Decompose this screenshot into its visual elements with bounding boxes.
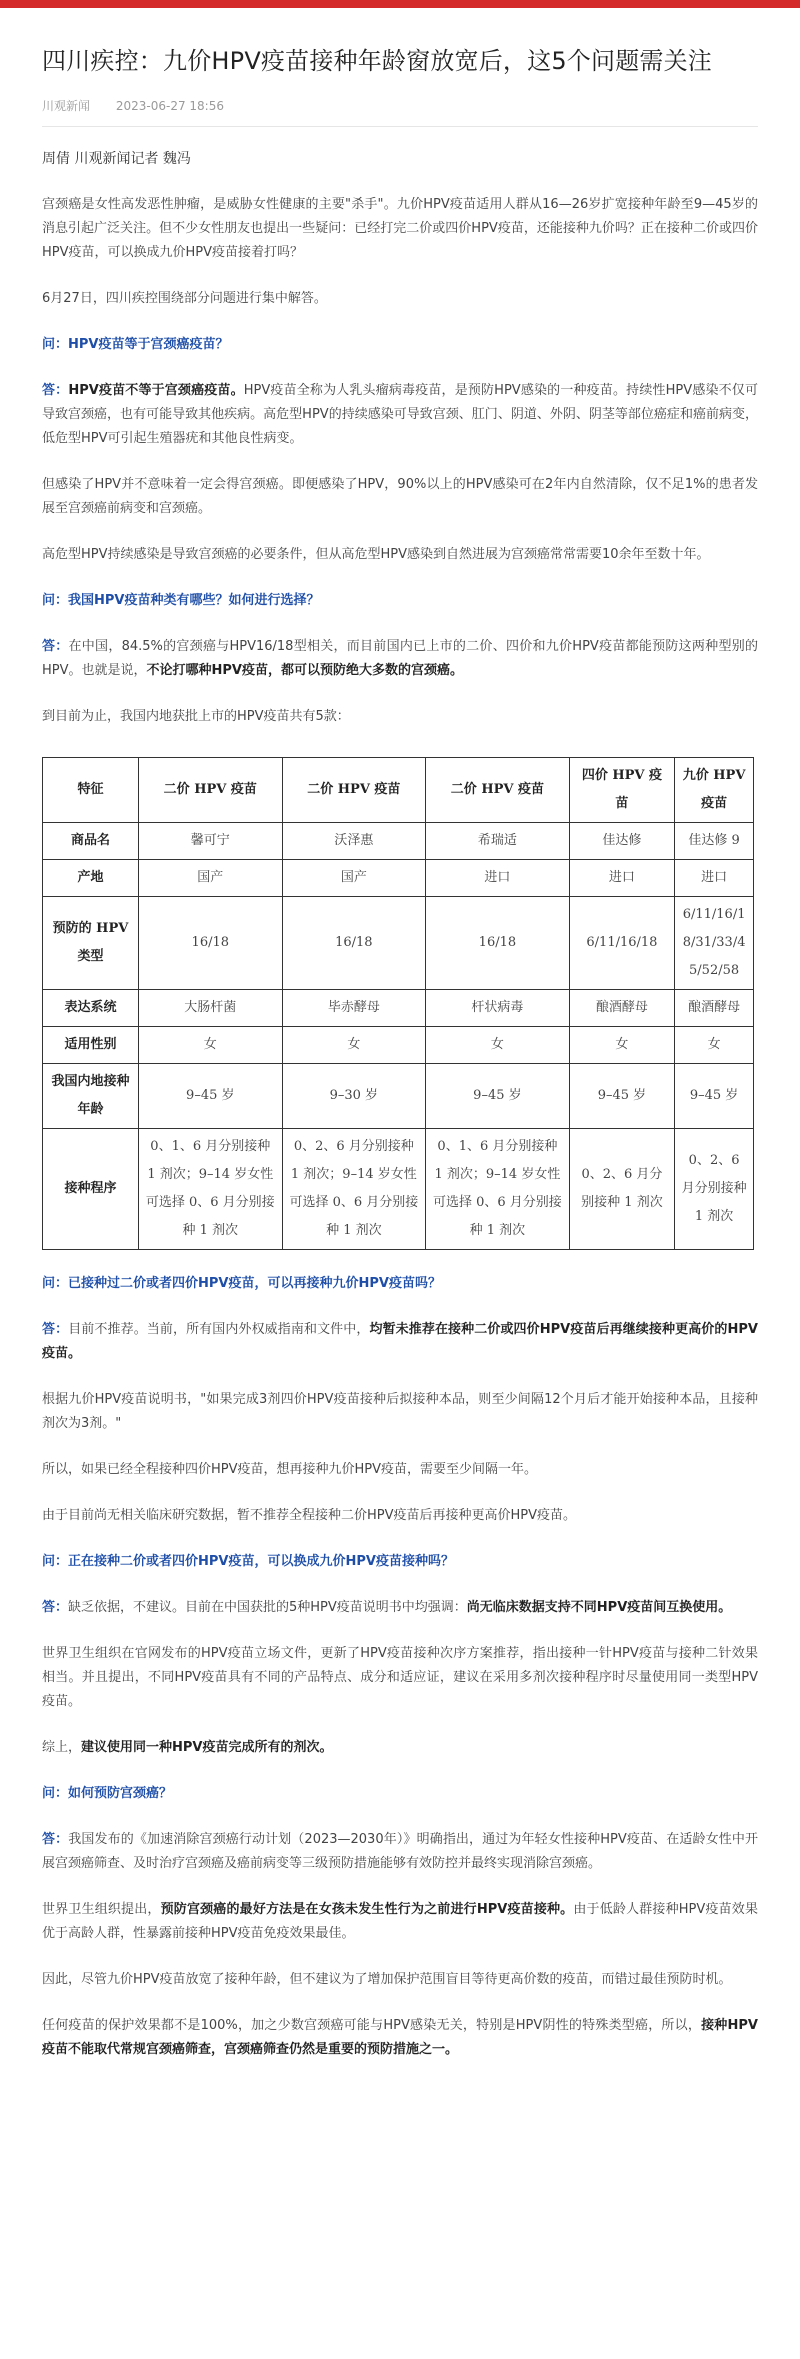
table-cell: 9–45 岁 bbox=[569, 1064, 674, 1129]
answer-2 bbox=[42, 635, 758, 683]
answer-3-paragraph-3: 所以，如果已经全程接种四价HPV疫苗，想再接种九价HPV疫苗，需要至少间隔一年。 bbox=[42, 1462, 538, 1477]
table-row bbox=[43, 1027, 754, 1064]
table-cell: 9–45 岁 bbox=[426, 1064, 570, 1129]
answer-5-text: 我国发布的《加速消除宫颈癌行动计划（2023—2030年）》明确指出，通过为年轻女性接种HPV疫苗、在适龄女性中开展宫颈癌筛查、及时治疗宫颈癌及癌前病变等三级预防措施能够有效防控并最终实现消除宫颈癌。 bbox=[42, 1832, 758, 1871]
table-cell: 酿酒酵母 bbox=[569, 990, 674, 1027]
table-row-label: 商品名 bbox=[43, 823, 139, 860]
answer-5 bbox=[42, 1828, 758, 1876]
table-cell: 大肠杆菌 bbox=[139, 990, 283, 1027]
answer-5-paragraph-4 bbox=[42, 2014, 758, 2062]
answer-3-text: 目前不推荐。当前，所有国内外权威指南和文件中， bbox=[68, 1322, 370, 1337]
table-row-label: 预防的 HPV 类型 bbox=[43, 897, 139, 990]
table-cell: 女 bbox=[139, 1027, 283, 1064]
article bbox=[0, 8, 800, 2084]
table-cell: 女 bbox=[282, 1027, 426, 1064]
answer-4-paragraph-2: 世界卫生组织在官网发布的HPV疫苗立场文件，更新了HPV疫苗接种次序方案推荐，指出接种一针HPV疫苗与接种二针效果相当。并且提出，不同HPV疫苗具有不同的产品特点、成分和适应证，建议在采用多剂次接种程序时尽量使用同一类型HPV疫苗。 bbox=[42, 1646, 758, 1709]
table-header-cell: 四价 HPV 疫苗 bbox=[569, 758, 674, 823]
table-row-label: 我国内地接种年龄 bbox=[43, 1064, 139, 1129]
table-cell: 9–45 岁 bbox=[675, 1064, 754, 1129]
article-title: 四川疾控：九价HPV疫苗接种年龄窗放宽后，这5个问题需关注 bbox=[42, 47, 713, 75]
table-cell: 国产 bbox=[282, 860, 426, 897]
table-row bbox=[43, 823, 754, 860]
article-datetime: 2023-06-27 18:56 bbox=[115, 99, 224, 113]
table-header-cell: 二价 HPV 疫苗 bbox=[426, 758, 570, 823]
answer-3 bbox=[42, 1318, 758, 1366]
answer-5-p2-pre: 世界卫生组织提出， bbox=[42, 1902, 161, 1917]
hpv-vaccine-table bbox=[42, 757, 754, 1250]
table-row-label: 表达系统 bbox=[43, 990, 139, 1027]
question-5: 问：如何预防宫颈癌？ bbox=[42, 1786, 173, 1801]
answer-4-bold: 尚无临床数据支持不同HPV疫苗间互换使用。 bbox=[466, 1600, 732, 1615]
top-accent-bar bbox=[0, 0, 800, 8]
answer-4-summary-bold: 建议使用同一种HPV疫苗完成所有的剂次。 bbox=[81, 1740, 333, 1755]
answer-4-text: 缺乏依据，不建议。目前在中国获批的5种HPV疫苗说明书中均强调： bbox=[68, 1600, 467, 1615]
answer-1-paragraph-3: 高危型HPV持续感染是导致宫颈癌的必要条件，但从高危型HPV感染到自然进展为宫颈癌常常需要10余年至数十年。 bbox=[42, 547, 710, 562]
answer-1-bold: HPV疫苗不等于宫颈癌疫苗。 bbox=[68, 383, 244, 398]
question-4: 问：正在接种二价或者四价HPV疫苗，可以换成九价HPV疫苗接种吗？ bbox=[42, 1554, 454, 1569]
table-row bbox=[43, 1129, 754, 1250]
table-cell: 6/11/16/18 bbox=[569, 897, 674, 990]
article-source[interactable]: 川观新闻 bbox=[42, 99, 91, 113]
author-line: 周倩 川观新闻记者 魏冯 bbox=[42, 151, 191, 167]
table-cell: 9–45 岁 bbox=[139, 1064, 283, 1129]
answer-5-p2-bold: 预防宫颈癌的最好方法是在女孩未发生性行为之前进行HPV疫苗接种。 bbox=[160, 1902, 574, 1917]
answer-1 bbox=[42, 379, 758, 451]
article-meta bbox=[42, 96, 758, 116]
table-row bbox=[43, 1064, 754, 1129]
table-row-label: 产地 bbox=[43, 860, 139, 897]
table-cell: 进口 bbox=[569, 860, 674, 897]
answer-label: 答： bbox=[42, 639, 69, 654]
table-cell: 0、2、6 月分别接种 1 剂次；9–14 岁女性可选择 0、6 月分别接种 1 剂次 bbox=[282, 1129, 426, 1250]
meta-divider bbox=[42, 126, 758, 127]
table-header-cell: 二价 HPV 疫苗 bbox=[139, 758, 283, 823]
answer-5-p4-pre: 任何疫苗的保护效果都不是100%，加之少数宫颈癌可能与HPV感染无关，特别是HPV阴性的特殊类型癌，所以， bbox=[42, 2018, 702, 2033]
table-cell: 毕赤酵母 bbox=[282, 990, 426, 1027]
answer-4-paragraph-3 bbox=[42, 1736, 758, 1760]
answer-label: 答： bbox=[42, 1322, 69, 1337]
answer-4 bbox=[42, 1596, 758, 1620]
answer-label: 答： bbox=[42, 383, 69, 398]
table-row bbox=[43, 990, 754, 1027]
table-cell: 0、1、6 月分别接种 1 剂次；9–14 岁女性可选择 0、6 月分别接种 1 剂次 bbox=[426, 1129, 570, 1250]
table-cell: 沃泽惠 bbox=[282, 823, 426, 860]
table-cell: 女 bbox=[569, 1027, 674, 1064]
table-cell: 16/18 bbox=[139, 897, 283, 990]
table-header-cell: 二价 HPV 疫苗 bbox=[282, 758, 426, 823]
answer-5-paragraph-3: 因此，尽管九价HPV疫苗放宽了接种年龄，但不建议为了增加保护范围盲目等待更高价数的疫苗，而错过最佳预防时机。 bbox=[42, 1972, 732, 1987]
page-end-spacer bbox=[42, 2062, 758, 2074]
answer-2-text: 在中国，84.5%的宫颈癌与HPV16/18型相关，而目前国内已上市的二价、四价和九价HPV疫苗都能预防这两种型别的HPV。也就是说， bbox=[42, 639, 758, 678]
answer-1-text: HPV疫苗全称为人乳头瘤病毒疫苗，是预防HPV感染的一种疫苗。持续性HPV感染不仅可导致宫颈癌，也有可能导致其他疾病。高危型HPV的持续感染可导致宫颈、肛门、阴道、外阴、阴茎等部位癌症和癌前病变，低危型HPV可引起生殖器疣和其他良性病变。 bbox=[42, 383, 758, 446]
answer-label: 答： bbox=[42, 1600, 69, 1615]
table-row-label: 适用性别 bbox=[43, 1027, 139, 1064]
table-cell: 9–30 岁 bbox=[282, 1064, 426, 1129]
table-row bbox=[43, 897, 754, 990]
table-cell: 馨可宁 bbox=[139, 823, 283, 860]
table-header-cell: 特征 bbox=[43, 758, 139, 823]
answer-label: 答： bbox=[42, 1832, 69, 1847]
table-cell: 16/18 bbox=[426, 897, 570, 990]
answer-5-p4-bold: 接种HPV疫苗不能取代常规宫颈癌筛查，宫颈癌筛查仍然是重要的预防措施之一。 bbox=[42, 2018, 758, 2057]
table-cell: 杆状病毒 bbox=[426, 990, 570, 1027]
table-cell: 进口 bbox=[426, 860, 570, 897]
table-row bbox=[43, 860, 754, 897]
question-3: 问：已接种过二价或者四价HPV疫苗，可以再接种九价HPV疫苗吗？ bbox=[42, 1276, 441, 1291]
question-2: 问：我国HPV疫苗种类有哪些？如何进行选择？ bbox=[42, 593, 320, 608]
question-1: 问：HPV疫苗等于宫颈癌疫苗？ bbox=[42, 337, 229, 352]
table-cell: 佳达修 bbox=[569, 823, 674, 860]
answer-1-paragraph-2: 但感染了HPV并不意味着一定会得宫颈癌。即便感染了HPV，90%以上的HPV感染可在2年内自然清除，仅不足1%的患者发展至宫颈癌前病变和宫颈癌。 bbox=[42, 477, 758, 516]
table-cell: 女 bbox=[675, 1027, 754, 1064]
answer-5-p2-rest: 由于低龄人群接种HPV疫苗效果优于高龄人群，性暴露前接种HPV疫苗免疫效果最佳。 bbox=[42, 1902, 758, 1941]
answer-5-paragraph-2 bbox=[42, 1898, 758, 1946]
table-header-row bbox=[43, 758, 754, 823]
table-cell: 0、1、6 月分别接种 1 剂次；9–14 岁女性可选择 0、6 月分别接种 1 剂次 bbox=[139, 1129, 283, 1250]
table-cell: 0、2、6 月分别接种 1 剂次 bbox=[569, 1129, 674, 1250]
table-cell: 0、2、6 月分别接种 1 剂次 bbox=[675, 1129, 754, 1250]
table-row-label: 接种程序 bbox=[43, 1129, 139, 1250]
answer-3-paragraph-4: 由于目前尚无相关临床研究数据，暂不推荐全程接种二价HPV疫苗后再接种更高价HPV疫苗。 bbox=[42, 1508, 577, 1523]
answer-4-summary-text: 综上， bbox=[42, 1740, 82, 1755]
table-cell: 6/11/16/18/31/33/45/52/58 bbox=[675, 897, 754, 990]
table-cell: 女 bbox=[426, 1027, 570, 1064]
table-cell: 国产 bbox=[139, 860, 283, 897]
table-cell: 酿酒酵母 bbox=[675, 990, 754, 1027]
table-cell: 16/18 bbox=[282, 897, 426, 990]
answer-3-bold: 均暂未推荐在接种二价或四价HPV疫苗后再继续接种更高价的HPV疫苗。 bbox=[42, 1322, 758, 1361]
answer-3-paragraph-2: 根据九价HPV疫苗说明书，"如果完成3剂四价HPV疫苗接种后拟接种本品，则至少间隔12个月后才能开始接种本品，且接种剂次为3剂。" bbox=[42, 1392, 758, 1431]
table-cell: 佳达修 9 bbox=[675, 823, 754, 860]
table-cell: 进口 bbox=[675, 860, 754, 897]
intro-paragraph-1: 宫颈癌是女性高发恶性肿瘤，是威胁女性健康的主要"杀手"。九价HPV疫苗适用人群从16—26岁扩宽接种年龄至9—45岁的消息引起广泛关注。但不少女性朋友也提出一些疑问：已经打完二价或四价HPV疫苗，还能接种九价吗？正在接种二价或四价HPV疫苗，可以换成九价HPV疫苗接着打吗？ bbox=[42, 197, 758, 260]
answer-2-paragraph-2: 到目前为止，我国内地获批上市的HPV疫苗共有5款： bbox=[42, 709, 350, 724]
table-header-cell: 九价 HPV 疫苗 bbox=[675, 758, 754, 823]
answer-2-bold: 不论打哪种HPV疫苗，都可以预防绝大多数的宫颈癌。 bbox=[146, 663, 463, 678]
intro-paragraph-2: 6月27日，四川疾控围绕部分问题进行集中解答。 bbox=[42, 291, 327, 306]
table-cell: 希瑞适 bbox=[426, 823, 570, 860]
